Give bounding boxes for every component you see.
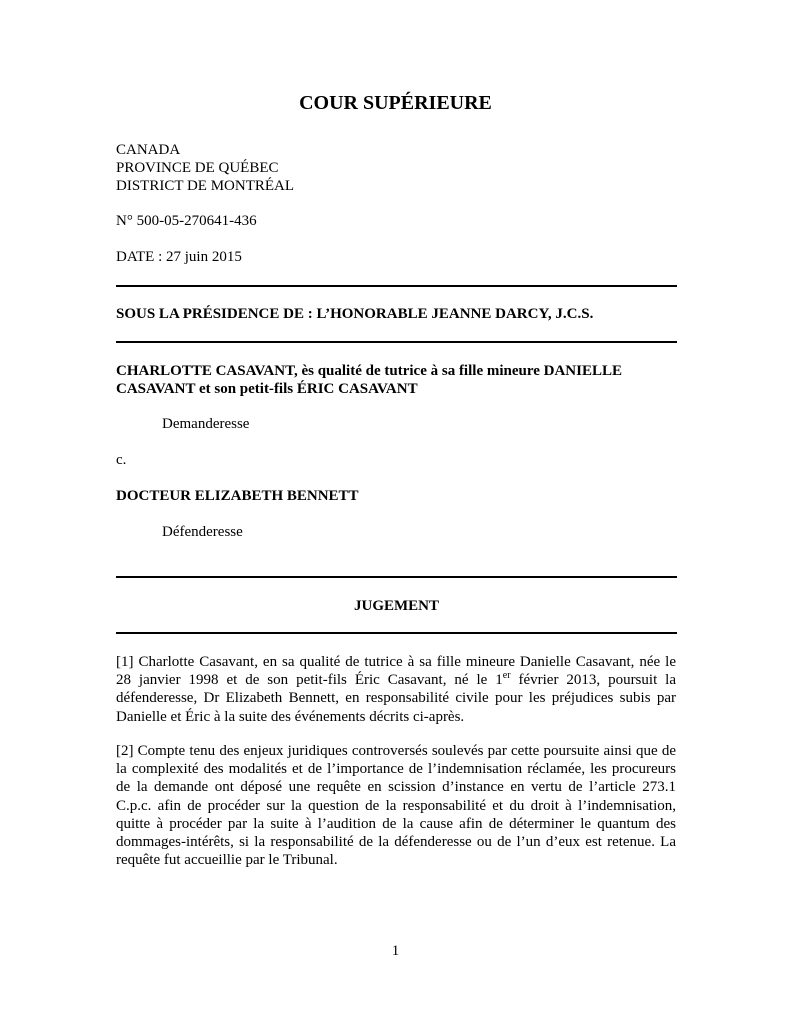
province-line: PROVINCE DE QUÉBEC <box>116 160 279 176</box>
plaintiff-name-line2: CASAVANT et son petit-fils ÉRIC CASAVANT <box>116 381 418 397</box>
district-line: DISTRICT DE MONTRÉAL <box>116 178 295 194</box>
plaintiff-role: Demanderesse <box>162 416 250 432</box>
country-line: CANADA <box>116 142 181 158</box>
presiding-judge: SOUS LA PRÉSIDENCE DE : L’HONORABLE JEANNE DARCY, J.C.S. <box>116 306 594 322</box>
defendant-role: Défenderesse <box>162 524 243 540</box>
paragraph-2: [2] Compte tenu des enjeux juridiques controversés soulevés par cette poursuite ainsi que de la complexité des modalités et de l’importance de l’indemnisation réclamée, les procureurs de la demande ont déposé une requête en scission d’instance en vertu de l’article 273.1 C.p.c. afin de procéder sur la question de la responsabilité et du droit à l’indemnisation, quitte à procéder par la suite à l’audition de la cause afin de déterminer le quantum des dommages-intérêts, si la responsabilité de la défenderesse ou de l’un d’eux est retenue. La requête fut accueillie par le Tribunal. <box>116 743 676 869</box>
court-title: COUR SUPÉRIEURE <box>299 92 492 114</box>
divider-presiding <box>116 341 677 343</box>
defendant-name: DOCTEUR ELIZABETH BENNETT <box>116 488 359 504</box>
divider-top <box>116 285 677 287</box>
location-block <box>116 141 676 195</box>
plaintiff-name <box>116 362 676 398</box>
paragraph-1-part-a: [1] Charlotte Casavant, en sa qualité de tutrice à sa fille mineure Danielle Casavant, née le 28 janvier 1998 et de son petit-fils Éric Casavant, né le 1 <box>116 654 676 689</box>
plaintiff-name-line1: CHARLOTTE CASAVANT, ès qualité de tutrice à sa fille mineure DANIELLE <box>116 363 623 379</box>
paragraph-1 <box>116 653 676 726</box>
divider-judgment-top <box>116 576 677 578</box>
versus-label: c. <box>116 452 127 468</box>
paragraph-1-part-b: février 2013, poursuit la défenderesse, Dr Elizabeth Bennett, en responsabilité civile pour les préjudices subis par Danielle et Éric à la suite des événements décrits ci-après. <box>116 672 676 725</box>
judgment-heading: JUGEMENT <box>353 598 439 614</box>
divider-judgment-bottom <box>116 632 677 634</box>
paragraph-1-superscript: er <box>502 670 511 682</box>
page-number: 1 <box>391 943 400 959</box>
file-number: N° 500-05-270641-436 <box>116 213 257 229</box>
judgment-date: DATE : 27 juin 2015 <box>116 249 242 265</box>
